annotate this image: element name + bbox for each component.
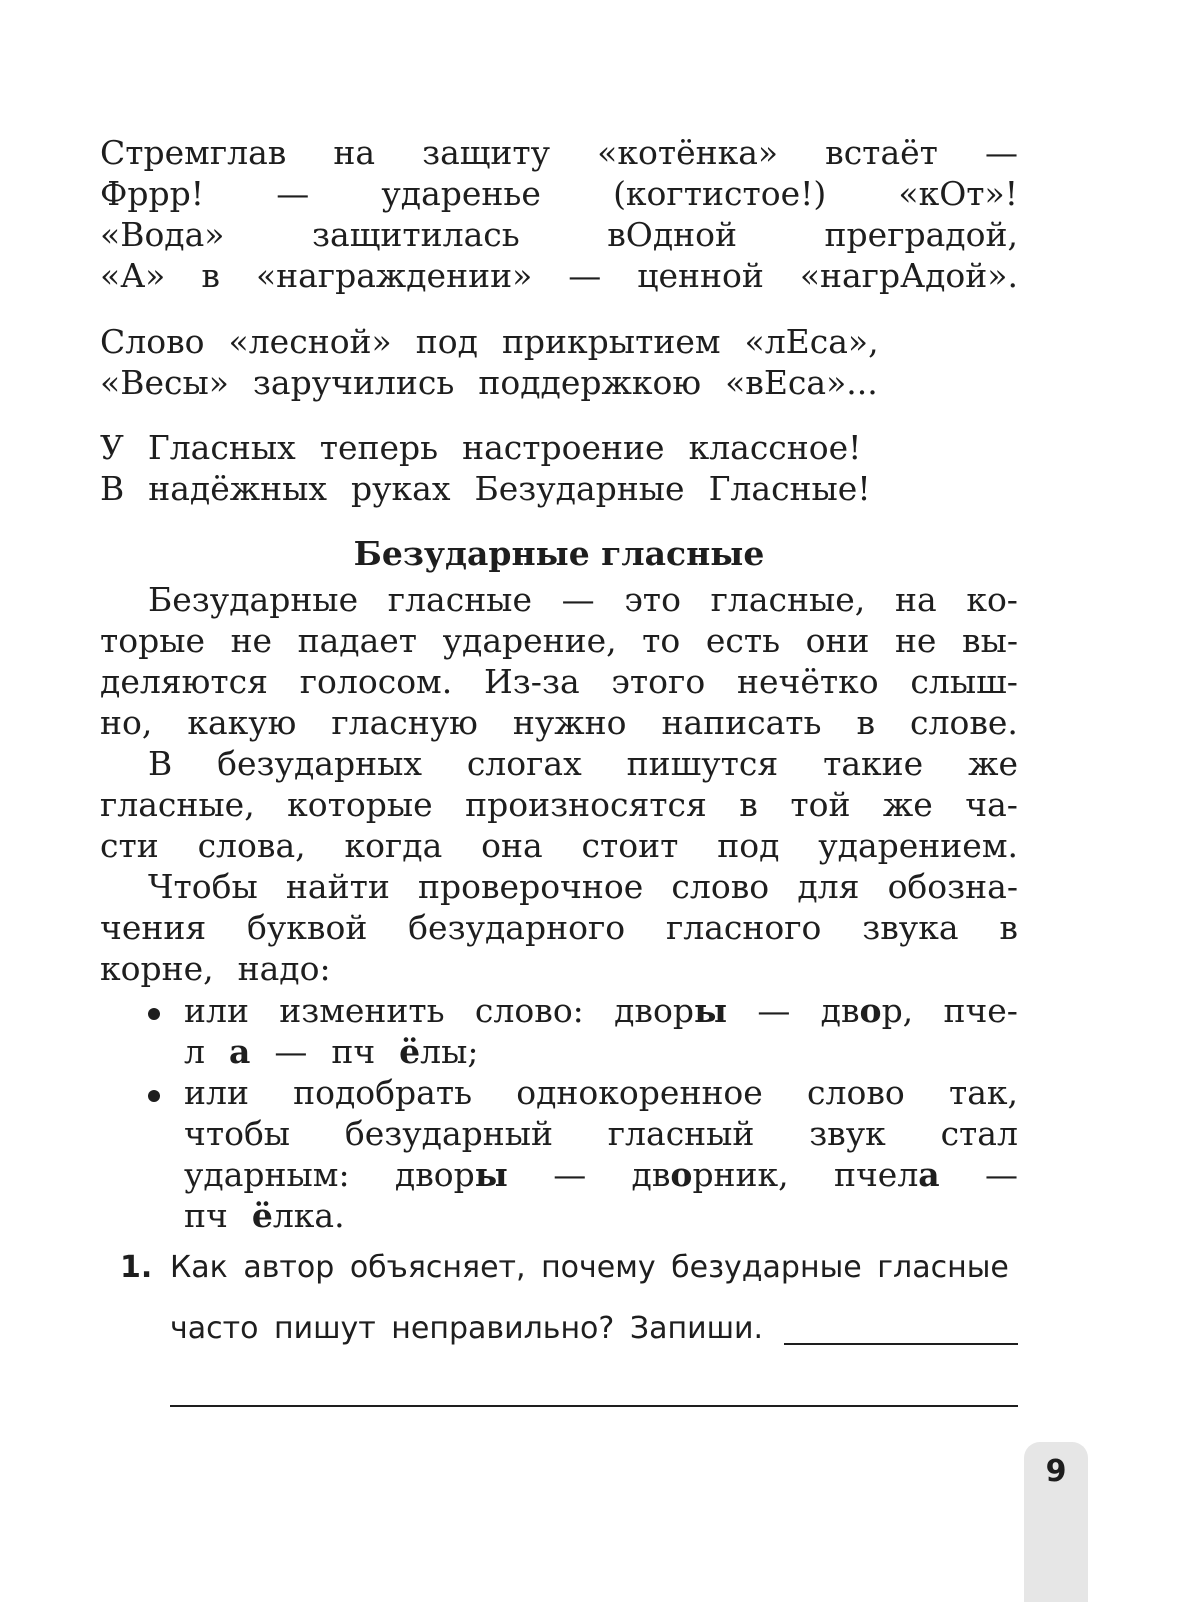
dash: — [553,1155,587,1194]
dash: — [757,991,791,1030]
word: или [184,991,249,1030]
word: той [790,785,851,824]
word: «лесной» [228,322,392,361]
word: — [568,256,602,295]
word: В [148,744,173,783]
word: У [100,428,124,467]
word: ударением. [818,826,1018,865]
word: в [999,908,1018,947]
text-line [100,948,1018,989]
text-line [100,620,1018,661]
text-line [148,866,1018,907]
word-example: пч ёлы; [331,1032,479,1071]
text-line [148,743,1018,784]
task-number: 1. [120,1250,153,1285]
word: этого [611,662,706,701]
word: однокоренное [516,1073,763,1112]
word: В [100,469,125,508]
word: изменить [279,991,445,1030]
word: найти [285,867,390,906]
word: слове. [910,703,1018,742]
word: ударенье [381,174,541,213]
text-line [100,362,1018,403]
word: гласного [665,908,822,947]
word: вОдной [607,215,738,254]
word: — [984,133,1018,172]
word: произносятся [465,785,707,824]
text-line [100,468,1018,509]
word: ударение, [442,621,617,660]
word: слыш- [910,662,1018,701]
word: буквой [246,908,368,947]
word: поддержкою [478,363,702,402]
bullet-1-line-2 [184,1031,1018,1072]
word: прикрытием [501,322,721,361]
word: на [333,133,376,172]
word: для [797,867,860,906]
word-example: пчела [833,1155,940,1194]
word: гласные [387,580,532,619]
bullet-2-line-4 [184,1195,1018,1236]
dash: — [274,1032,308,1071]
word: голосом. [299,662,453,701]
word: звука [862,908,959,947]
word: которые [287,785,433,824]
text-line [100,427,1018,468]
word: в [739,785,758,824]
word: на [894,580,937,619]
word: пишутся [626,744,779,783]
word: — [561,580,595,619]
word: не [230,621,273,660]
word: защитилась [312,215,520,254]
bullet-dot [148,1090,160,1102]
word: «Вода» [100,215,225,254]
word: встаёт [825,133,938,172]
word: безударных [217,744,422,783]
word: Гласных [147,428,296,467]
word: руках [351,469,451,508]
dash: — [985,1155,1018,1194]
word: деляются [100,662,268,701]
word-example: дворы [394,1155,508,1194]
word: это [624,580,681,619]
word-example: л а [184,1032,251,1071]
text-line [100,825,1018,866]
word: слово [807,1073,905,1112]
answer-line-2[interactable] [170,1405,1018,1407]
word: Чтобы [148,867,258,906]
word: надо: [237,949,331,988]
word: то [642,621,681,660]
answer-line-1[interactable] [784,1343,1018,1345]
bullet-2-line-3 [184,1154,1018,1195]
text-line [100,132,1018,173]
bullet-2-line-2 [184,1113,1018,1154]
task-question-line-1: Как автор объясняет, почему безударные гласные [170,1250,1009,1285]
word: преградой, [824,215,1018,254]
word: подобрать [293,1073,473,1112]
word: «кОт»! [898,174,1018,213]
word: же [882,785,933,824]
word: под [717,826,780,865]
text-line [100,173,1018,214]
word: гласные, [710,580,866,619]
word: слово [671,867,770,906]
word: нечётко [736,662,879,701]
text-line [100,661,1018,702]
word: настроение [462,428,665,467]
word: «А» [100,256,166,295]
word: в [856,703,876,742]
word-example: пч ёлка. [184,1196,345,1235]
word: «нагрАдой». [799,256,1018,295]
word: или [184,1073,249,1112]
word: теперь [319,428,439,467]
word: обозна- [887,867,1018,906]
word: написать [661,703,822,742]
word-example: двор, [820,991,914,1030]
word: Безударные [148,580,359,619]
word: — [276,174,310,213]
word: торые [100,621,206,660]
word: «котёнка» [597,133,779,172]
word: заручились [252,363,455,402]
word: Фррр! [100,174,205,213]
word: Стремглав [100,133,287,172]
word-example: дворник, [631,1155,789,1194]
word: безударного [408,908,626,947]
word: слово: [474,991,584,1030]
word: падает [297,621,418,660]
page-number-tab [1024,1442,1088,1602]
word: но, [100,703,153,742]
word: звук [809,1114,886,1153]
word: Безударные [474,469,685,508]
word: такие [823,744,924,783]
word: стоит [581,826,679,865]
word: слова, [197,826,306,865]
word: вы- [961,621,1018,660]
word: «лЕса», [744,322,879,361]
word: Слово [100,322,205,361]
word: так, [948,1073,1018,1112]
word: слогах [466,744,582,783]
word: (когтистое!) [613,174,827,213]
text-line [100,214,1018,255]
word: в [201,256,220,295]
word: под [415,322,478,361]
word: безударный [344,1114,554,1153]
text-line [100,784,1018,825]
word: «Весы» [100,363,229,402]
bullet-1-line-1 [184,990,1018,1031]
word: какую [187,703,297,742]
word: классное! [688,428,862,467]
text-line [100,907,1018,948]
word: чения [100,908,207,947]
word: надёжных [148,469,328,508]
word: «награждении» [255,256,533,295]
word: защиту [422,133,551,172]
word: она [481,826,543,865]
text-line [100,702,1018,743]
word: стал [940,1114,1018,1153]
section-title: Безударные гласные [353,534,765,573]
word-example: дворы [614,991,728,1030]
word: когда [344,826,443,865]
word: гласную [331,703,478,742]
word: не [894,621,937,660]
word: Гласные! [708,469,871,508]
bullet-2-line-1 [184,1072,1018,1113]
word: «вЕса»... [725,363,878,402]
task-question-line-2: часто пишут неправильно? Запиши. [170,1311,764,1346]
word: ко- [966,580,1018,619]
text-line [100,321,1018,362]
text-line [148,579,1018,620]
word: сти [100,826,159,865]
word: гласный [607,1114,755,1153]
text-line [100,255,1018,296]
word: нужно [512,703,627,742]
word: же [968,744,1018,783]
word: гласные, [100,785,255,824]
word: ча- [965,785,1018,824]
word: есть [705,621,781,660]
word: они [805,621,870,660]
word: Из-за [484,662,580,701]
word: ударным: [184,1155,350,1194]
page-number: 9 [1045,1454,1067,1489]
word: чтобы [184,1114,291,1153]
word: ценной [637,256,764,295]
bullet-dot [148,1008,160,1020]
word: проверочное [417,867,644,906]
word: пче- [943,991,1018,1030]
word: корне, [100,949,214,988]
